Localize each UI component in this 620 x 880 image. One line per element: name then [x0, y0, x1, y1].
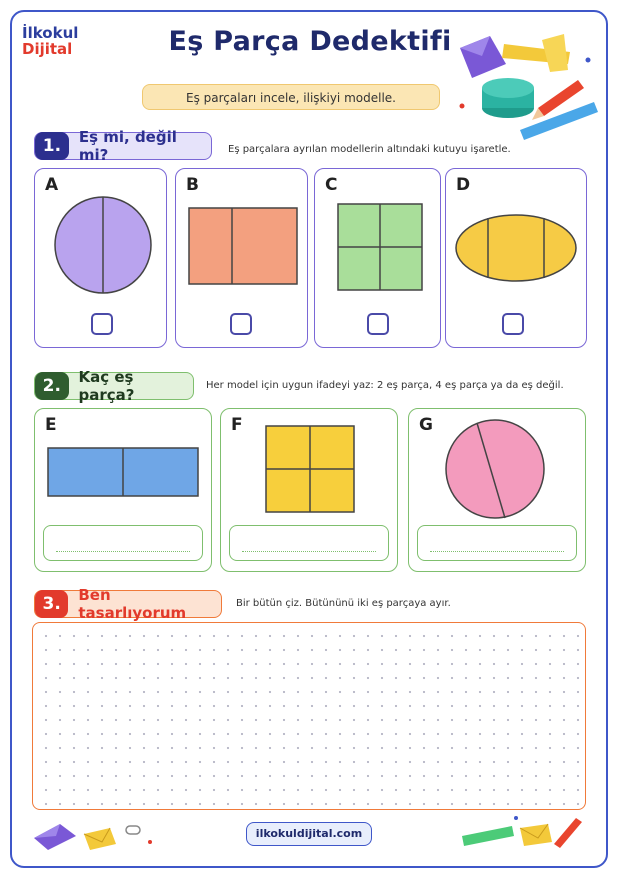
rect-halves-shape	[47, 447, 199, 497]
answer-checkbox[interactable]	[502, 313, 524, 335]
card-letter: E	[45, 415, 57, 435]
section2-header	[34, 368, 194, 404]
paper-clip-icon	[126, 826, 140, 834]
answer-field[interactable]	[417, 525, 577, 561]
brand-line2: Dijital	[22, 39, 73, 58]
section3-number: 3.	[35, 590, 68, 618]
footer-url[interactable]: ilkokuldijital.com	[246, 822, 372, 846]
footer-right-illustration	[456, 810, 586, 854]
brand-line1: İlkokul	[22, 24, 79, 42]
ellipse-thirds-shape	[454, 213, 578, 283]
school-supplies-illustration	[452, 30, 602, 150]
card-letter: C	[325, 175, 338, 195]
section1-number: 1.	[35, 132, 69, 160]
model-card-b	[175, 168, 308, 348]
card-letter: D	[456, 175, 471, 195]
card-letter: G	[419, 415, 433, 435]
yellow-block-icon	[502, 34, 570, 72]
origami-icon	[34, 824, 76, 850]
page-title: Eş Parça Dedektifi	[168, 26, 452, 57]
brand-logo	[22, 26, 78, 58]
model-card-g	[408, 408, 586, 572]
footer-left-illustration	[30, 812, 160, 854]
section3-title: Ben tasarlıyorum	[78, 586, 187, 622]
answer-checkbox[interactable]	[367, 313, 389, 335]
section1-title: Eş mi, değil mi?	[78, 128, 177, 164]
section3-header	[34, 586, 222, 622]
rect-halves-shape	[188, 207, 298, 285]
section2-number: 2.	[35, 372, 69, 400]
origami-icon	[460, 36, 506, 78]
section1-instruction: Eş parçalara ayrılan modellerin altındaki kutuyu işaretle.	[228, 144, 511, 155]
section2-instruction: Her model için uygun ifadeyi yaz: 2 eş parça, 4 eş parça ya da eş değil.	[206, 380, 564, 391]
model-card-f	[220, 408, 398, 572]
section1-header	[34, 128, 212, 164]
answer-checkbox[interactable]	[230, 313, 252, 335]
ruler-icon	[462, 826, 514, 846]
square-quarters-shape	[337, 203, 423, 291]
circle-uneven-shape	[443, 417, 547, 521]
section2-title: Kaç eş parça?	[78, 368, 135, 404]
section3-instruction: Bir bütün çiz. Bütününü iki eş parçaya ayır.	[236, 598, 451, 609]
answer-field[interactable]	[43, 525, 203, 561]
model-card-d	[445, 168, 587, 348]
circle-halves-shape	[51, 193, 155, 297]
model-card-a	[34, 168, 167, 348]
square-quarters-shape	[265, 425, 355, 513]
pencil-icon	[554, 818, 582, 848]
answer-dotted-line	[56, 551, 190, 552]
envelope-icon	[520, 824, 552, 846]
answer-dotted-line	[430, 551, 564, 552]
model-card-e	[34, 408, 212, 572]
envelope-icon	[84, 828, 116, 850]
card-letter: B	[186, 175, 199, 195]
cylinder-block-icon	[482, 78, 534, 118]
drawing-area[interactable]	[32, 622, 586, 810]
answer-checkbox[interactable]	[91, 313, 113, 335]
card-letter: A	[45, 175, 59, 195]
page-subtitle: Eş parçaları incele, ilişkiyi modelle.	[142, 84, 440, 110]
model-card-c	[314, 168, 441, 348]
answer-field[interactable]	[229, 525, 389, 561]
answer-dotted-line	[242, 551, 376, 552]
card-letter: F	[231, 415, 243, 435]
